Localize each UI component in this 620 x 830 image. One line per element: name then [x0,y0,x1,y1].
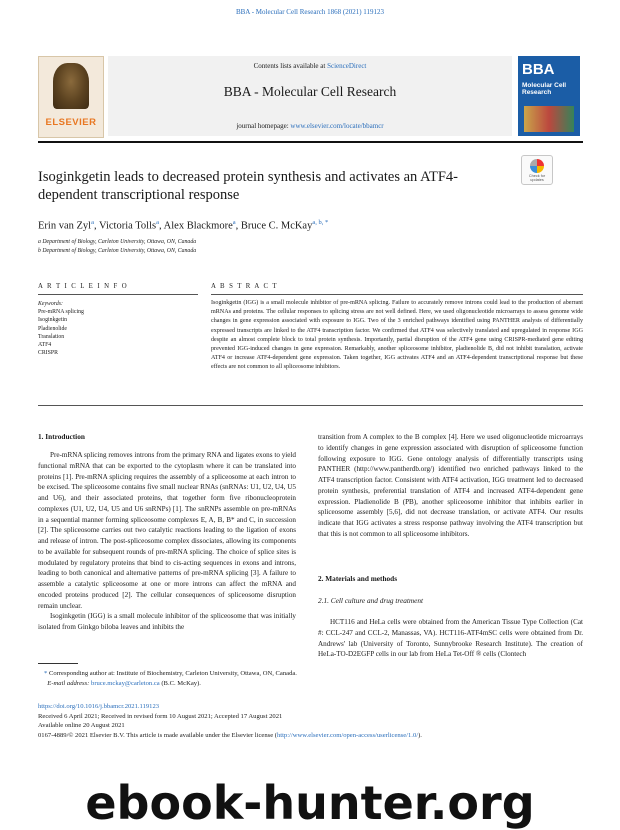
keyword-item: Pladienolide [38,325,67,332]
received-dates: Received 6 April 2021; Received in revised form 10 August 2021; Accepted 17 August 2021 [38,712,283,720]
author-affil-sup[interactable]: a [156,219,159,226]
license-suffix: ). [418,731,422,739]
author-affil-sup[interactable]: a [91,219,94,226]
cover-artwork [524,106,574,132]
elsevier-wordmark: ELSEVIER [45,117,97,128]
elsevier-logo [38,56,104,138]
author-name[interactable]: Victoria Tolls [99,220,157,232]
right-column-methods [318,617,583,660]
author-separator: , [93,220,100,232]
license-line [38,731,598,741]
elsevier-tree-icon [53,63,89,109]
article-title: Isoginkgetin leads to decreased protein synthesis and activates an ATF4-dependent transcriptional response [38,169,458,203]
cover-title: BBA [522,61,555,78]
homepage-link[interactable]: www.elsevier.com/locate/bbamcr [290,122,384,130]
keyword-item: Isoginkgetin [38,317,67,324]
check-updates-label: Check for updates [528,174,546,183]
abstract-heading: A B S T R A C T [211,283,278,290]
body-paragraph: Isoginkgetin (IGG) is a small molecule inhibitor of the spliceosome that was initially isolated from Ginkgo biloba leaves and inhibits the [38,612,296,631]
body-paragraph: Pre-mRNA splicing removes introns from the primary RNA and ligates exons to yield functional mRNA that can be exported to the cytoplasm where it can be translated into proteins [1]. Pre-mRNA splicing requires the assembly of a spliceosome at each intron to be excised. The spliceosome contains five small nuclear RNAs (snRNAs: U1, U2, U4, U5 and U6), and their associated proteins, that together form five ribonucleoprotein complexes (U1, U2, U4, U5 and U6 snRNPs) [1]. The snRNPs assemble on pre-mRNAs in a sequential manner forming spliceosome complexes E, A, B, B* and C, in succession [2]. The spliceosome carries out two catalytic reactions leading to the ligation of exons and release of intron. The post-spliceosome complex dissociates, allowing its components to be available for subsequent rounds of pre-mRNA splicing. The choice of splice sites is modulated by regulatory proteins that bind to cis-acting sequences in exons and introns, leading to both canonical and alternative patterns of pre-mRNA splicing [3]. A failure to assemble a catalytic spliceosome at one or more introns can affect the mRNA and encoded proteins produced [2]. The cellular consequences of spliceosome disruption remain unclear. [38,451,296,610]
left-column [38,450,296,633]
article-info-heading: A R T I C L E I N F O [38,283,129,290]
cover-subtitle: Molecular Cell Research [522,82,567,96]
running-head[interactable]: BBA - Molecular Cell Research 1868 (2021) 119123 [235,8,385,16]
journal-header-box [108,56,512,136]
footnote-rule [38,663,78,664]
check-updates-icon [530,159,544,173]
body-paragraph: transition from A complex to the B complex [4]. Here we used oligonucleotide microarrays to identify changes in gene expression associated with disruption of spliceosome function following exposure to IGG. Gene ontology analysis of differentially transcripts using PANTHER (http://www.pantherdb.org/) identified two enriched pathways linked to the ATF4 transcription factor. Consistent with ATF4 activation, IGG treatment led to decreased protein synthesis, preferential translation of ATF4 and increased ATF4-dependent gene expression. Pladienolide B (PB), another spliceosome inhibitor that inhibits earlier in spliceosome assembly [5,6], did not decrease translation, or activate ATF4. Our results indicate that IGG activates a stress response pathway involving the ATF4 transcription but that this is not common to all spliceosome inhibitors. [318,433,583,538]
homepage-prefix: journal homepage: [236,122,291,130]
author-name[interactable]: Bruce C. McKay [240,220,313,232]
author-affil-sup[interactable]: a [232,219,236,226]
journal-cover[interactable] [518,56,580,136]
contents-prefix: Contents lists available at [253,62,328,70]
license-link[interactable]: http://www.elsevier.com/open-access/userlicense/1.0/ [276,731,419,739]
check-for-updates-button[interactable] [521,155,553,185]
section-2-heading: 2. Materials and methods [318,574,398,583]
corresponding-text: Corresponding author at: Institute of Biochemistry, Carleton University, Ottawa, ON, Canada. [48,670,297,677]
body-paragraph: HCT116 and HeLa cells were obtained from the American Tissue Type Collection (Cat #: CCL-247 and CCL-2, Manassas, VA). HCT116-ATF4mSC cells were obtained from Dr. Andrews' lab (University of Toronto, Sunnybrooke Research Institute). The creation of HeLa-TO-D2EGFP cells in our lab from HeLa Tet-Off ® cells (Clontech [318,618,583,659]
corresponding-author-footnote [44,669,564,689]
email-label: E-mail address: [47,680,92,687]
masthead [38,56,583,138]
affiliation-a: a Department of Biology, Carleton University, Ottawa, ON, Canada [38,239,197,245]
abstract-bottom-rule [38,405,583,406]
keywords-block [38,300,198,357]
author-name[interactable]: Alex Blackmore [163,220,233,232]
keyword-item: ATF4 [38,342,52,349]
email-link[interactable]: bruce.mckay@carleton.ca [91,680,160,687]
abstract-text: Isoginkgetin (IGG) is a small molecule inhibitor of pre-mRNA splicing. Failure to accurately remove introns could lead to the production of aberrant mRNAs and proteins. The cellular responses to splicing stress are not well defined. Here, we used oligonucleotide microarrays to assess genome wide changes in gene expression associated with exposure to IGG. Two of the 3 enriched pathways identified using PANTHER analysis of differentially expressed transcripts are linked to the ATF4 transcription factor. We confirmed that ATF4 was selectively translated and upregulated in response IGG despite an almost complete block to total protein synthesis. Importantly, partial disruption of the ATF4 gene using CRISPR-mediated gene editing prevented IGG-induced changes in gene expression. Remarkably, another spliceosome inhibitor, pladienolide B, did not inhibit translation, activate ATF4 or increase ATF4-dependent gene expression. Taken together, IGG activates ATF4 and an ATF4-dependent transcriptional response but these effects are not common to all spliceosome inhibitors. [211,300,583,371]
author-separator: , [235,220,241,232]
contents-line [108,62,512,70]
author-affil-sup[interactable]: a, b, * [312,219,329,226]
publication-info [38,702,598,740]
email-suffix: (B.C. McKay). [159,680,201,687]
journal-title: BBA - Molecular Cell Research [223,84,397,99]
keyword-item: CRISPR [38,350,58,357]
keyword-item: Pre-mRNA splicing [38,309,84,316]
section-1-heading: 1. Introduction [38,432,85,441]
footnote-star: * [44,670,48,677]
available-online: Available online 20 August 2021 [38,722,125,729]
keywords-label: Keywords: [38,301,63,307]
article-info-rule [38,294,198,295]
keyword-item: Translation [38,333,65,340]
doi-link[interactable]: https://doi.org/10.1016/j.bbamcr.2021.119123 [38,703,160,710]
sciencedirect-link[interactable]: ScienceDirect [327,62,367,70]
homepage-line [108,122,512,130]
abstract-rule [211,294,583,295]
masthead-rule [38,141,583,143]
watermark: ebook-hunter.org [85,776,535,830]
author-name[interactable]: Erin van Zyl [38,220,92,232]
right-column [318,432,583,540]
author-list [38,219,578,232]
author-separator: , [158,220,164,232]
license-prefix: 0167-4889/© 2021 Elsevier B.V. This article is made available under the Elsevier license ( [38,731,277,739]
affiliation-b: b Department of Biology, Carleton University, Ottawa, ON, Canada [38,248,197,254]
section-2-1-heading: 2.1. Cell culture and drug treatment [318,596,424,605]
